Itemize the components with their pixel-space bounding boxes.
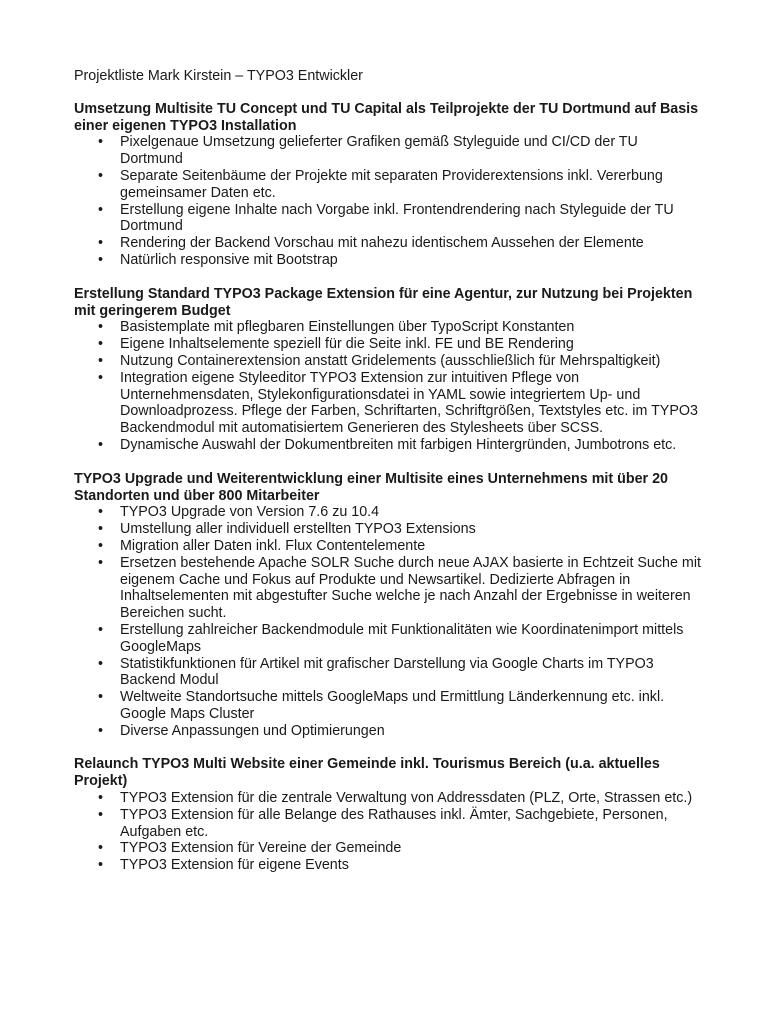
list-item — [74, 252, 704, 269]
bullet-icon: • — [98, 790, 104, 807]
bullet-icon: • — [98, 806, 104, 823]
list-item — [74, 235, 704, 252]
list-item-text: Eigene Inhaltselemente speziell für die Seite inkl. FE und BE Rendering — [120, 336, 574, 353]
list-item-text: TYPO3 Extension für Vereine der Gemeinde — [120, 840, 402, 857]
list-item-text: TYPO3 Upgrade von Version 7.6 zu 10.4 — [120, 504, 380, 521]
list-item-text: Basistemplate mit pflegbaren Einstellungen über TypoScript Konstanten — [120, 319, 575, 336]
bullet-icon: • — [98, 369, 104, 386]
list-item-text: Nutzung Containerextension anstatt Gridelements (ausschließlich für Mehrspaltigkeit) — [120, 352, 661, 369]
bullet-icon: • — [98, 201, 104, 218]
list-item-text: TYPO3 Extension für die zentrale Verwaltung von Addressdaten (PLZ, Orte, Strassen etc.) — [120, 790, 693, 807]
list-item — [74, 689, 704, 723]
list-item — [74, 353, 704, 370]
project-section-4 — [74, 756, 704, 874]
list-item — [74, 134, 704, 168]
bullet-icon: • — [98, 722, 104, 739]
list-item-text: TYPO3 Extension für alle Belange des Rathauses inkl. Ämter, Sachgebiete, Personen, Aufgaben etc. — [120, 806, 668, 840]
bullet-icon: • — [98, 336, 104, 353]
bullet-icon: • — [98, 251, 104, 268]
list-item-text: Natürlich responsive mit Bootstrap — [120, 251, 338, 268]
list-item-text: Erstellung eigene Inhalte nach Vorgabe inkl. Frontendrendering nach Styleguide der TU Dortmund — [120, 201, 674, 235]
list-item-text: Integration eigene Styleeditor TYPO3 Extension zur intuitiven Pflege von Unternehmensdaten, Stylekonfigurationsdatei in YAML sowie integriertem Up- und Downloadprozess. Pflege der Farben, Schriftarten, Schriftgrößen, Textstyles etc. im TYPO3 Backendmodul mit automatisiertem Generieren des Stylesheets über SCSS. — [120, 369, 698, 437]
list-item — [74, 857, 704, 874]
list-item — [74, 622, 704, 656]
list-item — [74, 723, 704, 740]
list-item-text: Statistikfunktionen für Artikel mit grafischer Darstellung via Google Charts im TYPO3 Backend Modul — [120, 655, 654, 689]
bullet-icon: • — [98, 840, 104, 857]
section-heading: Umsetzung Multisite TU Concept und TU Capital als Teilprojekte der TU Dortmund auf Basis einer eigenen TYPO3 Installation — [74, 100, 699, 134]
bullet-icon: • — [98, 319, 104, 336]
list-item — [74, 538, 704, 555]
document-title: Projektliste Mark Kirstein – TYPO3 Entwickler — [74, 68, 363, 84]
bullet-icon: • — [98, 689, 104, 706]
bullet-list — [74, 790, 704, 874]
bullet-icon: • — [98, 554, 104, 571]
list-item — [74, 555, 704, 622]
list-item — [74, 807, 704, 841]
bullet-icon: • — [98, 436, 104, 453]
document-page — [74, 68, 704, 891]
list-item-text: Separate Seitenbäume der Projekte mit separaten Providerextensions inkl. Vererbung gemeinsamer Daten etc. — [120, 167, 663, 201]
list-item — [74, 319, 704, 336]
list-item — [74, 656, 704, 690]
list-item-text: Umstellung aller individuell erstellten TYPO3 Extensions — [120, 521, 476, 538]
bullet-icon: • — [98, 504, 104, 521]
list-item-text: Weltweite Standortsuche mittels GoogleMaps und Ermittlung Länderkennung etc. inkl. Google Maps Cluster — [120, 689, 665, 722]
list-item — [74, 504, 704, 521]
list-item-text: Migration aller Daten inkl. Flux Contentelemente — [120, 537, 426, 554]
bullet-icon: • — [98, 167, 104, 184]
list-item-text: Ersetzen bestehende Apache SOLR Suche durch neue AJAX basierte in Echtzeit Suche mit eigenem Cache und Fokus auf Produkte und Newsartikel. Dedizierte Abfragen in Inhaltselementen mit abgestufter Suche welche je nach Anzahl der Ergebnisse in weiteren Bereichen sucht. — [120, 554, 701, 622]
list-item — [74, 840, 704, 857]
project-section-2 — [74, 286, 704, 454]
bullet-icon: • — [98, 857, 104, 874]
list-item-text: Dynamische Auswahl der Dokumentbreiten mit farbigen Hintergründen, Jumbotrons etc. — [120, 436, 677, 453]
list-item-text: Diverse Anpassungen und Optimierungen — [120, 722, 385, 739]
list-item-text: Rendering der Backend Vorschau mit nahezu identischem Aussehen der Elemente — [120, 235, 644, 252]
list-item — [74, 370, 704, 437]
bullet-icon: • — [98, 235, 104, 252]
list-item-text: TYPO3 Extension für eigene Events — [120, 857, 349, 874]
section-heading: Relaunch TYPO3 Multi Website einer Gemeinde inkl. Tourismus Bereich (u.a. aktuelles Projekt) — [74, 756, 660, 790]
bullet-icon: • — [98, 655, 104, 672]
project-section-3 — [74, 471, 704, 740]
list-item — [74, 521, 704, 538]
bullet-icon: • — [98, 352, 104, 369]
section-heading: Erstellung Standard TYPO3 Package Extension für eine Agentur, zur Nutzung bei Projekten mit geringerem Budget — [74, 285, 693, 319]
bullet-icon: • — [98, 134, 104, 151]
list-item-text: Pixelgenaue Umsetzung gelieferter Grafiken gemäß Styleguide und CI/CD der TU Dortmund — [120, 134, 638, 168]
section-heading: TYPO3 Upgrade und Weiterentwicklung einer Multisite eines Unternehmens mit über 20 Standorten und über 800 Mitarbeiter — [74, 470, 668, 504]
list-item — [74, 168, 704, 202]
list-item-text: Erstellung zahlreicher Backendmodule mit Funktionalitäten wie Koordinatenimport mittels GoogleMaps — [120, 621, 684, 655]
bullet-icon: • — [98, 521, 104, 538]
list-item — [74, 790, 704, 807]
bullet-icon: • — [98, 537, 104, 554]
list-item — [74, 336, 704, 353]
bullet-list — [74, 134, 704, 268]
bullet-list — [74, 504, 704, 739]
bullet-icon: • — [98, 621, 104, 638]
list-item — [74, 437, 704, 454]
bullet-list — [74, 319, 704, 453]
list-item — [74, 202, 704, 236]
project-section-1 — [74, 101, 704, 269]
